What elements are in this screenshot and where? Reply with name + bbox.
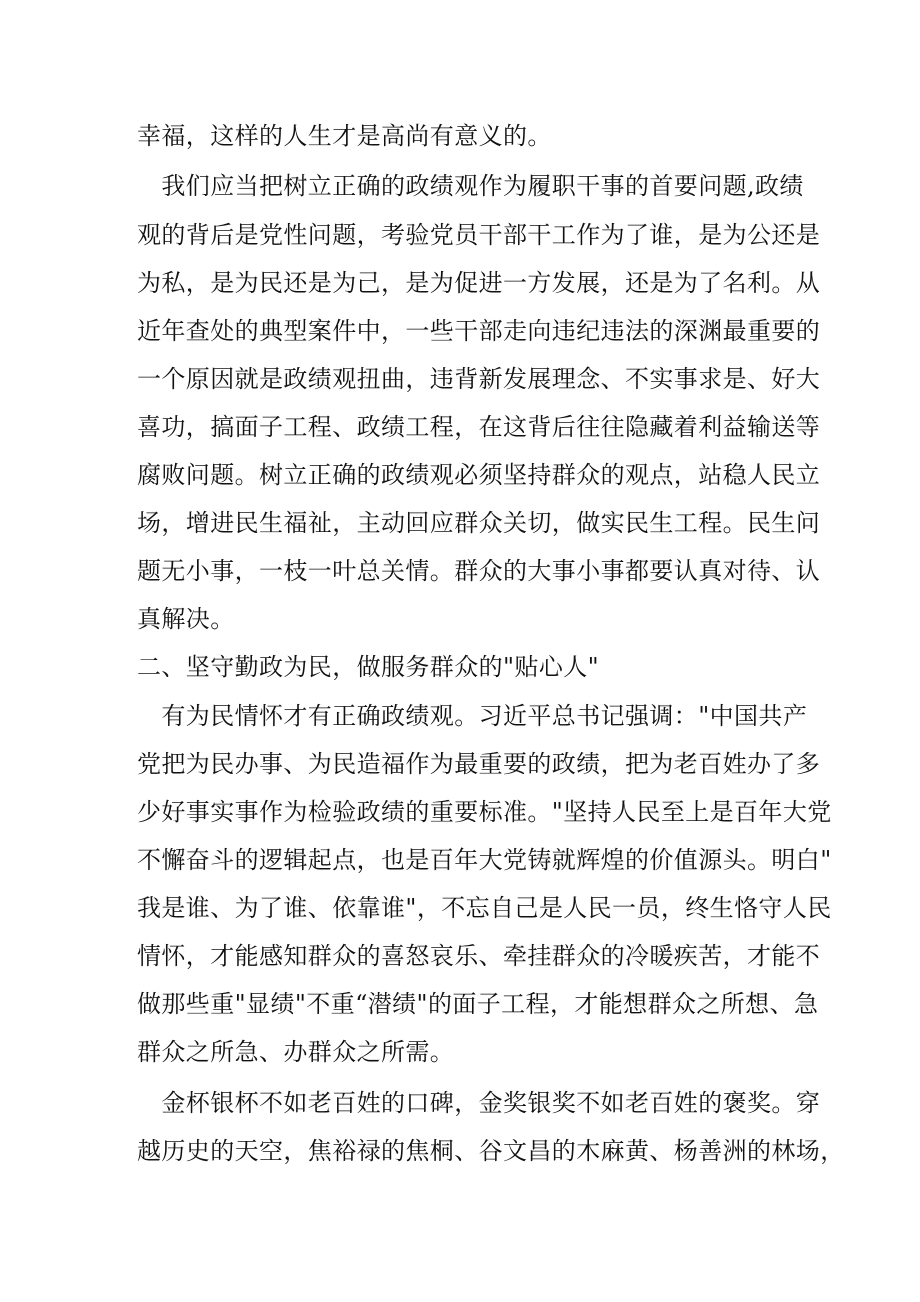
text-line: 越历史的天空，焦裕禄的焦桐、谷文昌的木麻黄、杨善洲的林场， (137, 1137, 845, 1165)
text-line: 场，增进民生福祉，主动回应群众关切，做实民生工程。民生问 (137, 509, 821, 537)
text-line: 情怀，才能感知群众的喜怒哀乐、牵挂群众的冷暖疾苦，才能不 (137, 942, 821, 970)
text-line: 少好事实事作为检验政绩的重要标准。"坚持人民至上是百年大党 (137, 798, 832, 826)
text-line: 我们应当把树立正确的政绩观作为履职干事的首要问题,政绩 (137, 172, 804, 200)
text-line: 腐败问题。树立正确的政绩观必须坚持群众的观点，站稳人民立 (137, 461, 821, 489)
text-line: 题无小事，一枝一叶总关情。群众的大事小事都要认真对待、认 (137, 557, 821, 585)
text-line: 幸福，这样的人生才是高尚有意义的。 (137, 122, 552, 150)
section-heading: 二、坚守勤政为民，做服务群众的"贴心人" (137, 653, 600, 681)
text-line: 有为民情怀才有正确政绩观。习近平总书记强调："中国共产 (137, 702, 808, 730)
text-line: 群众之所急、办群众之所需。 (137, 1038, 455, 1066)
text-line: 为私，是为民还是为己，是为促进一方发展，还是为了名利。从 (137, 269, 821, 297)
text-line: 做那些重"显绩"不重“潜绩"的面子工程，才能想群众之所想、急 (137, 990, 819, 1018)
text-line: 党把为民办事、为民造福作为最重要的政绩，把为老百姓办了多 (137, 750, 821, 778)
text-line: 真解决。 (137, 605, 235, 633)
text-line: 喜功，搞面子工程、政绩工程，在这背后往往隐藏着利益输送等 (137, 413, 821, 441)
text-line: 一个原因就是政绩观扭曲，违背新发展理念、不实事求是、好大 (137, 365, 821, 393)
text-line: 我是谁、为了谁、依靠谁"，不忘自己是人民一员，终生恪守人民 (137, 894, 832, 922)
text-line: 金杯银杯不如老百姓的口碑，金奖银奖不如老百姓的褒奖。穿 (137, 1089, 821, 1117)
text-line: 观的背后是党性问题，考验党员干部干工作为了谁，是为公还是 (137, 221, 821, 249)
text-line: 不懈奋斗的逻辑起点，也是百年大党铸就辉煌的价值源头。明白" (137, 846, 832, 874)
text-line: 近年查处的典型案件中，一些干部走向违纪违法的深渊最重要的 (137, 317, 821, 345)
